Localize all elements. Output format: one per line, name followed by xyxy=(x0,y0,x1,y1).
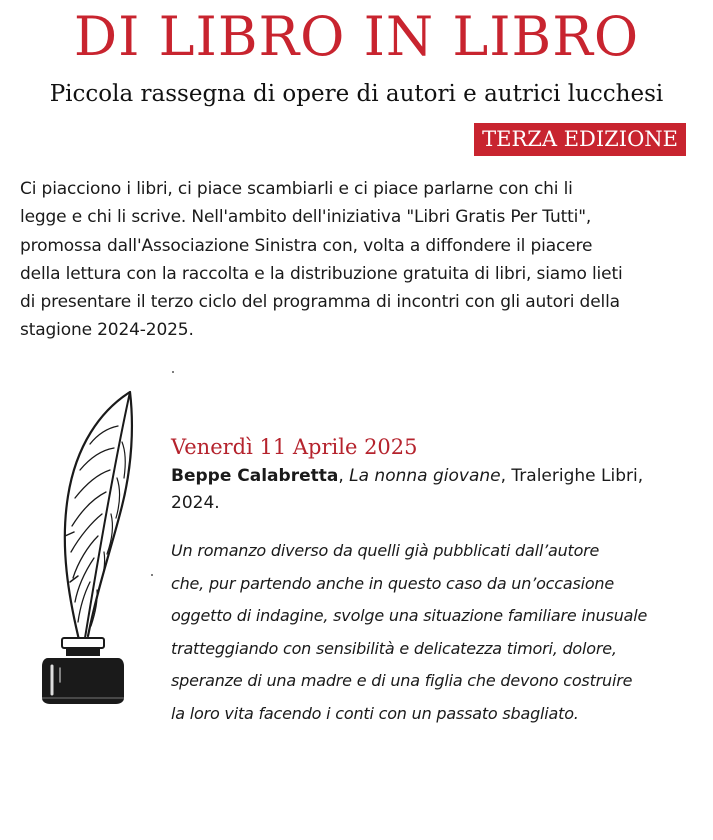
description-line: oggetto di indagine, svolge una situazione familiare inusuale xyxy=(171,606,648,625)
intro-line: stagione 2024-2025. xyxy=(20,320,194,341)
intro-line: promossa dall'Associazione Sinistra con, volta a diffondere il piacere xyxy=(20,235,593,256)
intro-line: legge e chi li scrive. Nell'ambito dell'iniziativa "Libri Gratis Per Tutti", xyxy=(20,207,592,228)
event-publisher: , Tralerighe Libri, xyxy=(500,466,644,486)
page-subtitle: Piccola rassegna di opere di autori e autrici lucchesi xyxy=(49,81,664,107)
event-description xyxy=(171,535,696,730)
event-year: 2024. xyxy=(171,493,220,513)
description-line: che, pur partendo anche in questo caso da un’occasione xyxy=(171,573,615,593)
event-separator: , xyxy=(338,466,350,486)
event-author: Beppe Calabretta xyxy=(171,466,339,486)
quill-and-inkwell-icon xyxy=(18,386,158,706)
intro-line: Ci piacciono i libri, ci piace scambiarli e ci piace parlarne con chi li xyxy=(20,179,573,199)
intro-line: di presentare il terzo ciclo del programma di incontri con gli autori della xyxy=(20,292,620,313)
event-block xyxy=(171,432,696,730)
event-book-title: La nonna giovane xyxy=(349,466,501,486)
description-line: tratteggiando con sensibilità e delicatezza timori, dolore, xyxy=(171,638,617,658)
speck-dot xyxy=(172,371,174,373)
event-date: Venerdì 11 Aprile 2025 xyxy=(171,435,418,459)
page-title: DI LIBRO IN LIBRO xyxy=(73,5,640,68)
description-line: Un romanzo diverso da quelli già pubblicati dall’autore xyxy=(171,541,600,560)
intro-line: della lettura con la raccolta e la distribuzione gratuita di libri, siamo lieti xyxy=(20,263,623,284)
edition-badge: TERZA EDIZIONE xyxy=(474,123,686,156)
event-book-reference xyxy=(171,463,696,517)
description-line: speranze di una madre e di una figlia che devono costruire xyxy=(171,671,633,690)
description-line: la loro vita facendo i conti con un passato sbagliato. xyxy=(171,703,579,723)
intro-paragraph xyxy=(20,175,700,345)
